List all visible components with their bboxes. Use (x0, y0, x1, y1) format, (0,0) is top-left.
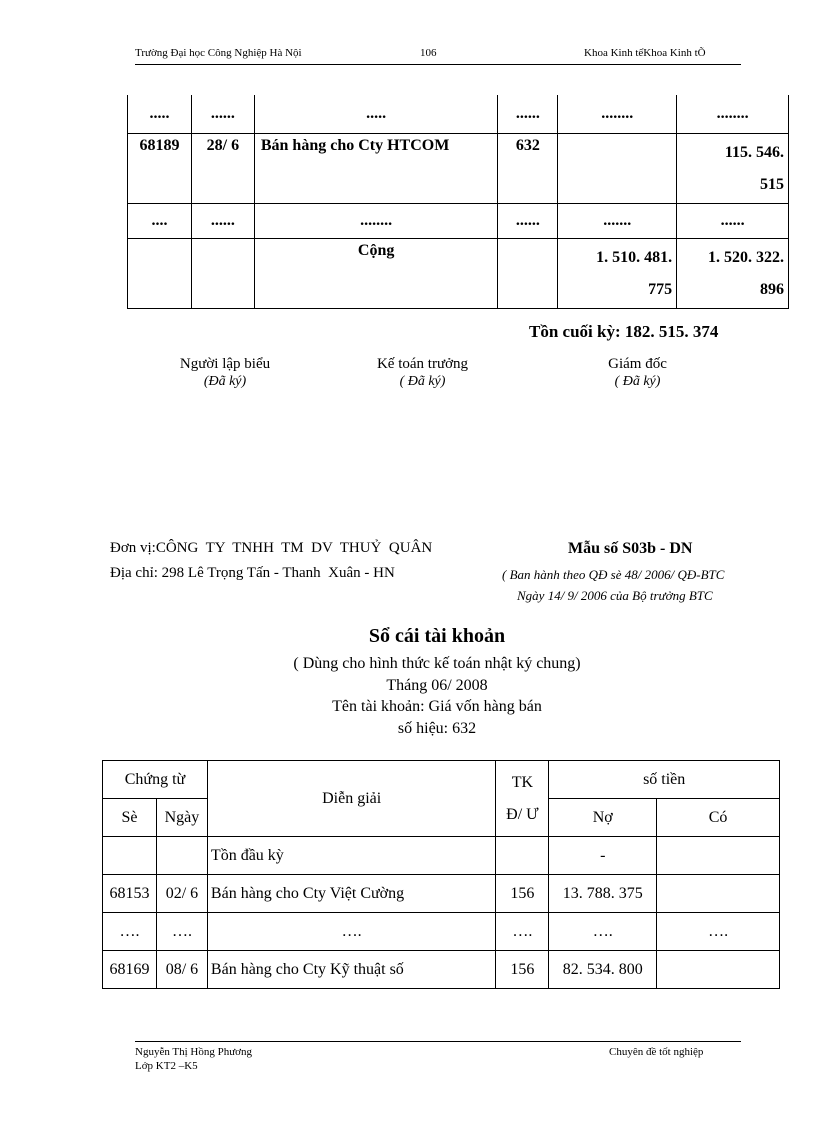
footer-author: Nguyễn Thị Hồng Phương (135, 1046, 252, 1058)
director-title: Giám đốc (608, 356, 667, 372)
ledger-title: Sổ cái tài khoản (368, 625, 506, 647)
form-code: Mẫu số S03b - DN (568, 540, 693, 557)
total-co-line1: 1. 520. 322. (708, 248, 784, 266)
page-number: 106 (420, 47, 437, 59)
footer-divider (135, 1041, 741, 1042)
cell-tk: ...... (498, 203, 558, 238)
cell-dien-giai: Tồn đầu kỳ (207, 837, 495, 875)
cell-dien-giai: Bán hàng cho Cty HTCOM (254, 133, 498, 203)
cell-dien-giai: …. (207, 913, 495, 951)
cell-so: .... (128, 203, 192, 238)
closing-balance: Tồn cuối kỳ: 182. 515. 374 (529, 322, 719, 341)
cell-tk: 632 (498, 133, 558, 203)
header-school: Trường Đại học Công Nghiệp Hà Nội (135, 47, 302, 59)
cell-tk: ...... (498, 95, 558, 133)
cell-ngay: ...... (191, 95, 254, 133)
total-no-line2: 775 (648, 280, 673, 298)
cell-ngay: 28/ 6 (191, 133, 254, 203)
cell-co-line2: 515 (760, 175, 784, 193)
cell-no: - (549, 837, 657, 875)
total-no-line1: 1. 510. 481. (596, 248, 673, 266)
cell-dien-giai: ..... (254, 95, 498, 133)
cell-no: 82. 534. 800 (549, 951, 657, 989)
header-divider (135, 64, 741, 65)
preparer-note: (Đã ký) (203, 374, 247, 389)
ledger-subtitle: ( Dùng cho hình thức kế toán nhật ký chung) (293, 655, 581, 672)
signature-chief-accountant (355, 356, 490, 390)
cell-no: 13. 788. 375 (549, 875, 657, 913)
cell-co: …. (657, 913, 780, 951)
signature-director (575, 356, 700, 390)
signature-preparer (160, 356, 290, 390)
header-amount: số tiền (549, 761, 780, 799)
cell-tk: 156 (496, 951, 549, 989)
top-ledger-table (127, 95, 789, 309)
cell-ngay: …. (156, 913, 207, 951)
cell-so: 68189 (128, 133, 192, 203)
cell-no: ........ (558, 95, 677, 133)
cell-tk: …. (496, 913, 549, 951)
table-header-row (103, 761, 780, 799)
header-tk: TK (511, 773, 534, 791)
table-row (128, 95, 789, 133)
cell-no: ....... (558, 203, 677, 238)
footer-class: Lớp KT2 –K5 (135, 1060, 198, 1072)
table-row (103, 875, 780, 913)
preparer-title: Người lập biểu (179, 356, 271, 372)
table-row (128, 203, 789, 238)
cell-so: 68153 (103, 875, 157, 913)
header-date: Ngày (156, 799, 207, 837)
header-du: Đ/ Ư (506, 805, 539, 823)
total-co-line2: 896 (760, 280, 784, 298)
director-note: ( Đã ký) (614, 374, 661, 389)
cell-co: ........ (677, 95, 789, 133)
form-issued: ( Ban hành theo QĐ sè 48/ 2006/ QĐ-BTC (502, 567, 725, 582)
cell-ngay: 08/ 6 (156, 951, 207, 989)
cell-dien-giai: ........ (254, 203, 498, 238)
cell-co (657, 837, 780, 875)
cell-so: …. (103, 913, 157, 951)
cell-tk: 156 (496, 875, 549, 913)
cell-so: 68169 (103, 951, 157, 989)
table-row (103, 951, 780, 989)
cell-co: ...... (677, 203, 789, 238)
header-description: Diễn giải (207, 761, 495, 837)
cell-so (103, 837, 157, 875)
cell-total-co (677, 238, 789, 308)
cell-dien-giai: Bán hàng cho Cty Kỹ thuật số (207, 951, 495, 989)
cell-total-label: Cộng (254, 238, 498, 308)
cell-co-line1: 115. 546. (724, 143, 784, 161)
header-debit: Nợ (549, 799, 657, 837)
ledger-month: Tháng 06/ 2008 (386, 677, 488, 694)
cell-so (128, 238, 192, 308)
header-voucher: Chứng từ (103, 761, 208, 799)
chief-title: Kế toán trưởng (376, 356, 469, 372)
table-row (128, 133, 789, 203)
chief-note: ( Đã ký) (399, 374, 446, 389)
cell-ngay: 02/ 6 (156, 875, 207, 913)
cell-dien-giai: Bán hàng cho Cty Việt Cường (207, 875, 495, 913)
header-credit: Có (657, 799, 780, 837)
cell-ngay: ...... (191, 203, 254, 238)
header-tk-du (496, 761, 549, 837)
company-address: Địa chỉ: 298 Lê Trọng Tấn - Thanh Xuân - HN (110, 565, 395, 581)
table-row (103, 837, 780, 875)
ledger-account-number: số hiệu: 632 (397, 720, 477, 737)
company-unit: Đơn vị:CÔNG TY TNHH TM DV THUỶ QUÂN (110, 540, 433, 556)
cell-tk (496, 837, 549, 875)
ledger-account-name: Tên tài khoản: Giá vốn hàng bán (332, 698, 542, 715)
cell-co (657, 951, 780, 989)
cell-total-no (558, 238, 677, 308)
cell-ngay (191, 238, 254, 308)
header-number: Sè (103, 799, 157, 837)
cell-no: …. (549, 913, 657, 951)
table-row (128, 238, 789, 308)
ledger-table (102, 760, 780, 989)
cell-no (558, 133, 677, 203)
cell-ngay (156, 837, 207, 875)
cell-co (657, 875, 780, 913)
table-row (103, 913, 780, 951)
cell-tk (498, 238, 558, 308)
header-faculty: Khoa Kinh tếKhoa Kinh tÕ (584, 47, 706, 59)
cell-so: ..... (128, 95, 192, 133)
cell-co (677, 133, 789, 203)
footer-thesis: Chuyên đề tốt nghiệp (609, 1046, 704, 1058)
form-date: Ngày 14/ 9/ 2006 của Bộ trưởng BTC (517, 588, 713, 603)
